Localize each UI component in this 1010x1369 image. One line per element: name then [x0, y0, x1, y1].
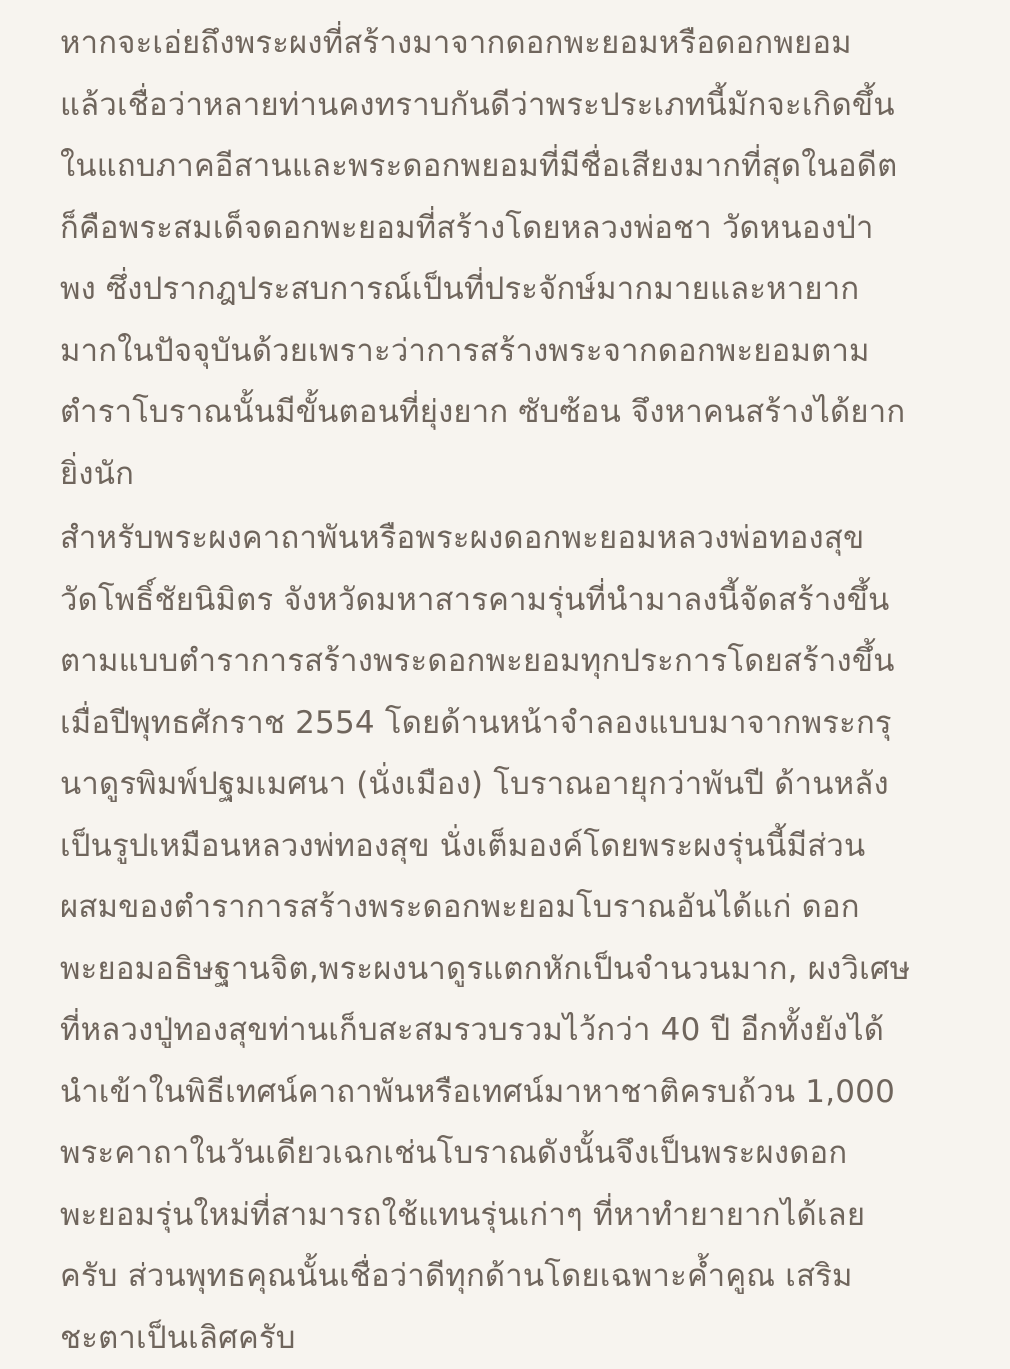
paragraph-line: ตำราโบราณนั้นมีขั้นตอนที่ยุ่งยาก ซับซ้อน จึงหาคนสร้างได้ยาก	[60, 382, 980, 444]
paragraph-line: ยิ่งนัก	[60, 444, 980, 506]
paragraph-line: พะยอมรุ่นใหม่ที่สามารถใช้แทนรุ่นเก่าๆ ที่หาทำยายากได้เลย	[60, 1185, 980, 1247]
paragraph-2	[60, 508, 980, 1369]
paragraph-line: หากจะเอ่ยถึงพระผงที่สร้างมาจากดอกพะยอมหรือดอกพยอม	[60, 13, 980, 75]
paragraph-line: เป็นรูปเหมือนหลวงพ่ทองสุข นั่งเต็มองค์โดยพระผงรุ่นนี้มีส่วน	[60, 816, 980, 878]
paragraph-line: นาดูรพิมพ์ปฐมเมศนา (นั่งเมือง) โบราณอายุกว่าพันปี ด้านหลัง	[60, 754, 980, 816]
paragraph-line: พะยอมอธิษฐานจิต,พระผงนาดูรแตกหักเป็นจำนวนมาก, ผงวิเศษ	[60, 939, 980, 1001]
paragraph-line: ในแถบภาคอีสานและพระดอกพยอมที่มีชื่อเสียงมากที่สุดในอดีต	[60, 136, 980, 198]
paragraph-line: ก็คือพระสมเด็จดอกพะยอมที่สร้างโดยหลวงพ่อชา วัดหนองป่า	[60, 198, 980, 260]
paragraph-line: ผสมของตำราการสร้างพระดอกพะยอมโบราณอันได้แก่ ดอก	[60, 877, 980, 939]
paragraph-line: เมื่อปีพุทธศักราช 2554 โดยด้านหน้าจำลองแบบมาจากพระกรุ	[60, 693, 980, 755]
paragraph-line: นำเข้าในพิธีเทศน์คาถาพันหรือเทศน์มาหาชาติครบถ้วน 1,000	[60, 1062, 980, 1124]
paragraph-line: ครับ ส่วนพุทธคุณนั้นเชื่อว่าดีทุกด้านโดยเฉพาะค้ำคูณ เสริม	[60, 1246, 980, 1308]
paragraph-line: ชะตาเป็นเลิศครับ	[60, 1308, 980, 1369]
paragraph-line: พง ซึ่งปรากฎประสบการณ์เป็นที่ประจักษ์มากมายและหายาก	[60, 259, 980, 321]
paragraph-line: วัดโพธิ์ชัยนิมิตร จังหวัดมหาสารคามรุ่นที่นำมาลงนี้จัดสร้างขึ้น	[60, 570, 980, 632]
paragraph-line: สำหรับพระผงคาถาพันหรือพระผงดอกพะยอมหลวงพ่อทองสุข	[60, 508, 980, 570]
paragraph-line: แล้วเชื่อว่าหลายท่านคงทราบกันดีว่าพระประเภทนี้มักจะเกิดขึ้น	[60, 75, 980, 137]
paragraph-line: ที่หลวงปู่ทองสุขท่านเก็บสะสมรวบรวมไว้กว่า 40 ปี อีกทั้งยังได้	[60, 1000, 980, 1062]
paragraph-line: มากในปัจจุบันด้วยเพราะว่าการสร้างพระจากดอกพะยอมตาม	[60, 321, 980, 383]
paragraph-line: พระคาถาในวันเดียวเฉกเช่นโบราณดังนั้นจึงเป็นพระผงดอก	[60, 1123, 980, 1185]
paragraph-line: ตามแบบตำราการสร้างพระดอกพะยอมทุกประการโดยสร้างขึ้น	[60, 631, 980, 693]
paragraph-1	[60, 13, 980, 505]
